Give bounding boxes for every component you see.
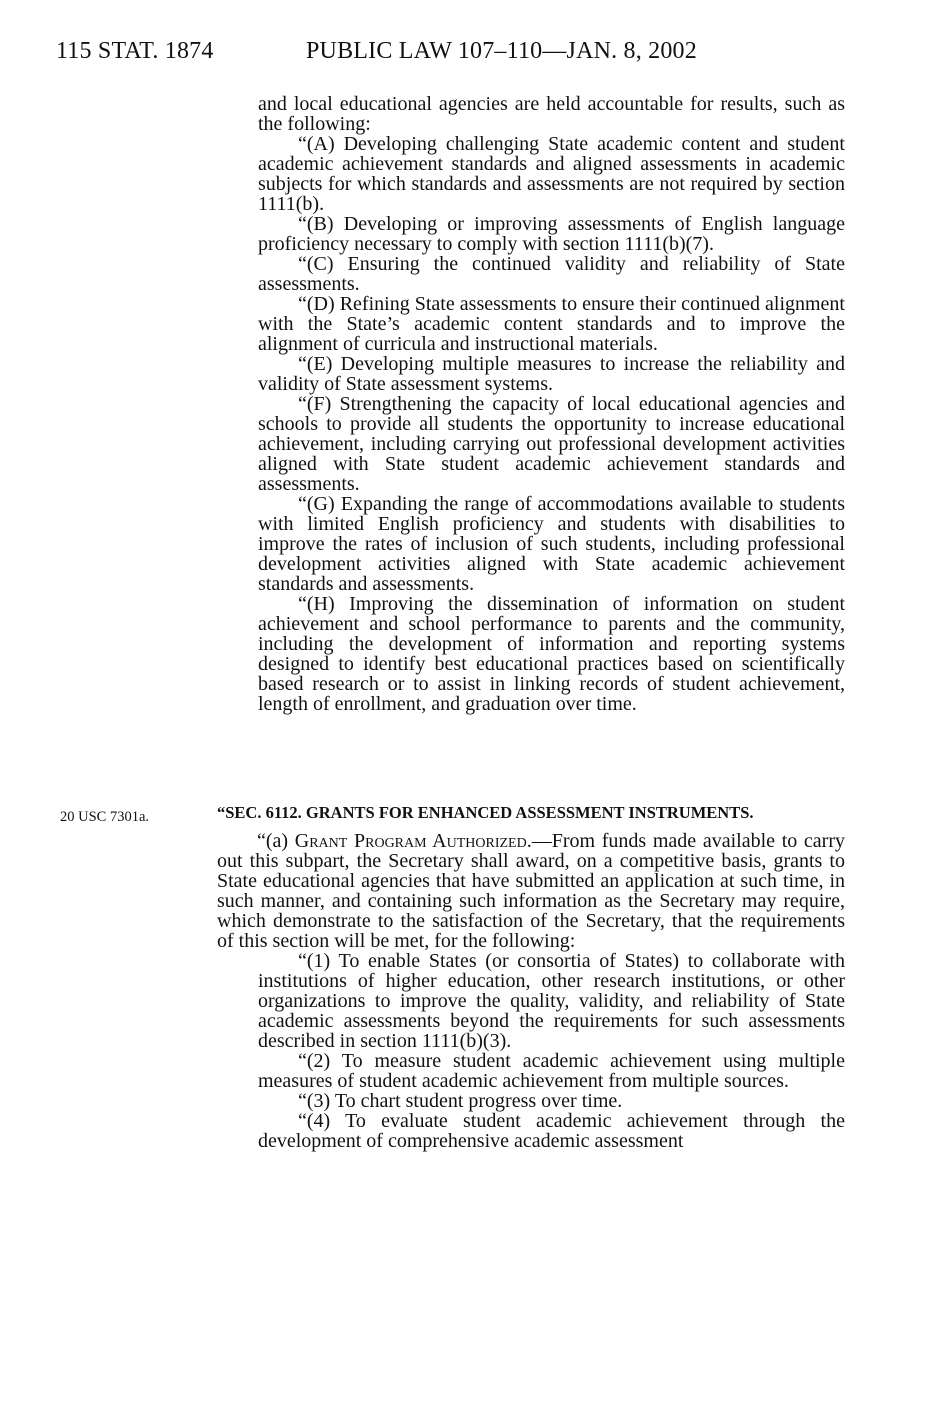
list-item: “(F) Strengthening the capacity of local educational agencies and schools to provide all students the opportunity to increase educational achievement, including carrying out professional development activities aligned with State student academic achievement standards and assessments. (258, 393, 845, 495)
list-item: “(B) Developing or improving assessments of English language proficiency necessary to comply with section 1111(b)(7). (258, 213, 845, 255)
statute-page-number: 115 STAT. 1874 (56, 38, 214, 64)
list-item: “(1) To enable States (or consortia of States) to collaborate with institutions of higher education, other research institutions, or other organizations to improve the quality, validity, and reliability of State academic assessments beyond the requirements for such assessments described in section 1111(b)(3). (258, 950, 845, 1052)
section-block (217, 803, 845, 1151)
list-item: “(H) Improving the dissemination of information on student achievement and school performance to parents and the community, including the development of information and reporting systems designed to identify best educational practices based on scientifically based research or to assist in linking records of student achievement, length of enrollment, and graduation over time. (258, 593, 845, 715)
list-item: “(2) To measure student academic achievement using multiple measures of student academic achievement from multiple sources. (258, 1050, 845, 1092)
list-item: “(E) Developing multiple measures to increase the reliability and validity of State assessment systems. (258, 353, 845, 395)
list-item: “(4) To evaluate student academic achievement through the development of comprehensive academic assessment (258, 1110, 845, 1152)
list-item: “(G) Expanding the range of accommodations available to students with limited English proficiency and students with disabilities to improve the rates of inclusion of such students, including professional development activities aligned with State academic achievement standards and assessments. (258, 493, 845, 595)
subsection-items (258, 951, 845, 1151)
subsection-title: Grant Program Authorized (294, 830, 527, 852)
list-item: “(D) Refining State assessments to ensure their continued alignment with the State’s academic content standards and to improve the alignment of curricula and instructional materials. (258, 293, 845, 355)
public-law-citation: PUBLIC LAW 107–110—JAN. 8, 2002 (306, 38, 697, 64)
section-heading: “SEC. 6112. GRANTS FOR ENHANCED ASSESSMENT INSTRUMENTS. (217, 803, 754, 822)
usc-margin-note: 20 USC 7301a. (60, 809, 150, 825)
subsection-a (217, 831, 845, 951)
list-item: “(C) Ensuring the continued validity and reliability of State assessments. (258, 253, 845, 295)
top-text-block (258, 94, 845, 714)
intro-paragraph: and local educational agencies are held accountable for results, such as the following: (258, 93, 845, 135)
subsection-body: .—From funds made available to carry out this subpart, the Secretary shall award, on a competitive basis, grants to State educational agencies that have submitted an application at such time, in such manner, and containing such information as the Secretary may require, which demonstrate to the satisfaction of the Secretary, that the requirements of this section will be met, for the following: (217, 830, 846, 952)
subsection-label: “(a) (257, 830, 295, 852)
list-item: “(3) To chart student progress over time. (298, 1090, 623, 1112)
list-item: “(A) Developing challenging State academic content and student academic achievement standards and aligned assessments in academic subjects for which standards and assessments are not required by section 1111(b). (258, 133, 845, 215)
